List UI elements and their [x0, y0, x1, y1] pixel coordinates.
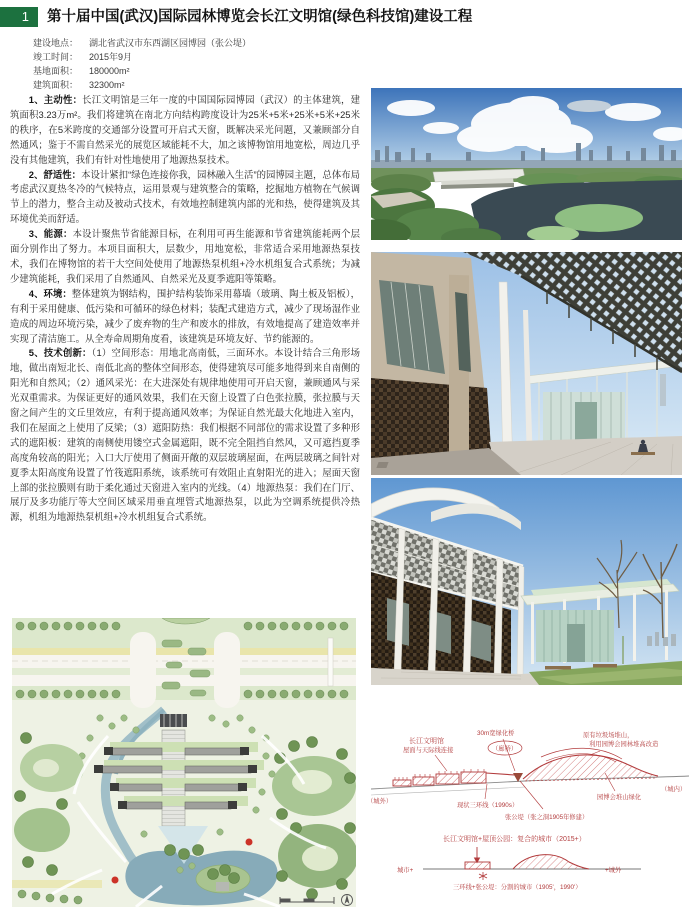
- dike-knot: [513, 773, 523, 782]
- paragraph-lead: 4、环境：: [28, 287, 72, 299]
- paragraph-text: 本设计聚焦节省能源目标，在利用可再生能源和节省建筑能耗两个层面分别作出了努力。本项目面积大，层数少，用地宽松，非常适合采用地源热泵技术，我们在博物馆的若干大空间处使用了地源热泵机组+冷水机组复合式系统；为减少建筑能耗，我们采用了自然通风、自然采光及夏季遮阳等策略。: [10, 228, 360, 284]
- sketch-site-section: [367, 728, 689, 821]
- sketch2-title: 长江文明馆+屋顶公园：复合的城市（2015+）: [443, 836, 586, 843]
- info-value: 32300m²: [89, 80, 125, 91]
- sketch2-arrow-down: [475, 847, 480, 863]
- info-row-floor-area: [33, 81, 363, 91]
- paragraph-lead: 5、技术创新：: [28, 347, 92, 359]
- sketch-label-city-in: （城内）: [661, 786, 687, 793]
- entrance-canopy-photo: [371, 252, 682, 475]
- sketch-label-dike: 张公堤（张之洞1905年修建）: [505, 814, 589, 821]
- bench: [593, 664, 617, 668]
- aerial-panorama-photo: [371, 88, 682, 240]
- sketch-label-ring-road: 现状三环线（1990s）: [457, 802, 519, 809]
- sketch-label-mound-line2: 利用园博会园林堆高改造: [589, 741, 659, 748]
- info-row-location: [33, 39, 363, 49]
- sketch-label-expo-hill: 园博会堆山绿化: [597, 794, 642, 801]
- paragraph-lead: 3、能源：: [28, 228, 73, 240]
- island-pavilion: [216, 882, 229, 891]
- paragraph-environment: [10, 287, 360, 347]
- info-value: 湖北省武汉市东西湖区园博园（张公堤）: [89, 38, 252, 48]
- sketch-label-bridge: 30m宽绿化桥: [477, 730, 515, 737]
- sketch2-left-label: 城市+: [397, 867, 414, 874]
- info-value: 2015年9月: [89, 52, 133, 63]
- museum-section: [393, 769, 515, 786]
- project-info-block: [33, 39, 363, 95]
- sketch-label-city-out: （城外）: [367, 798, 393, 805]
- paragraph-innovation: [10, 346, 360, 525]
- landmark-dot: [112, 877, 119, 884]
- sketch2-caption: 三环线+张公堤：分割的城市（1905'，1990'）: [453, 884, 582, 891]
- bench: [545, 666, 571, 670]
- distant-tower: [660, 374, 666, 406]
- project-description: [10, 93, 360, 525]
- paragraph-text: 整体建筑为钢结构，围护结构装饰采用幕墙（玻璃、陶土板及铝板），有利于采用健康、低污染和可循环的绿色材料；装配式建造方式，减少了现场湿作业造成的周边环境污染，减少了废弃物的生产和废水的排放，有效地提高了建造效率并实现了清洁施工。从全寿命周期角度看，该建筑是环境友好、节约能源的。: [10, 287, 360, 344]
- sketch-label-mound-line1: 原有垃圾场堆山，: [583, 732, 634, 739]
- project-index-number: 1: [21, 9, 29, 24]
- sketch-label-bridge-oval: （廊桥）: [492, 745, 518, 753]
- sketch2-museum: [465, 862, 490, 869]
- museum-building: [433, 169, 525, 189]
- sketch-label-museum-line1: 长江文明馆: [409, 738, 444, 745]
- sketch-city-diagram: [397, 834, 641, 891]
- paragraph-energy: [10, 227, 360, 287]
- landmark-dot: [246, 839, 253, 846]
- sketch2-asterisk: [479, 872, 487, 880]
- mound-section: [523, 748, 658, 781]
- paragraph-text: 本设计紧扣“绿色连接你我，园林融入生活”的园博园主题，总体布局考虑武汉夏热冬冷的气候特点，运用景观与建筑整合的策略，挖掘地方植物在气候调节上的潜力，整合主动及被动式技术，有效地控制建筑内部的光和热，使得建筑及其环境优美而舒适。: [10, 168, 361, 225]
- paragraph-lead: 2、舒适性：: [28, 168, 82, 180]
- site-master-plan: [12, 618, 356, 907]
- page-title: 第十届中国(武汉)国际园林博览会长江文明馆(绿色科技馆)建设工程: [47, 9, 473, 25]
- info-label: 竣工时间：: [33, 52, 79, 63]
- paragraph-initiative: [10, 93, 360, 168]
- sketch-label-museum-line2: 屋面与天际线连接: [403, 747, 454, 754]
- project-index-badge: [0, 7, 38, 27]
- info-row-site-area: [33, 67, 363, 77]
- paragraph-comfort: [10, 168, 360, 228]
- paragraph-lead: 1、主动性：: [28, 94, 83, 105]
- info-label: 建设地点：: [33, 38, 79, 48]
- info-row-completion: [33, 53, 363, 63]
- south-facade-photo: [371, 478, 682, 685]
- info-value: 180000m²: [89, 66, 130, 77]
- paragraph-text: 长江文明馆是三年一度的中国国际园博园（武汉）的主体建筑，建筑面积3.23万m²。我们将建筑在南北方向结构跨度设计为25米+5米+25米+5米+25米的秩序，在5米跨度的交通部分设置可开启式天窗，既解决采光问题，又兼顾部分自然通风；鉴于不需自然采光的展览区域能耗不大，加之该博物馆用地宽松，周边几乎没有其他建筑，我们有针对性地使用了地源热泵技术。: [10, 94, 360, 165]
- paragraph-text: （1）空间形态：用地北高南低，三面环水。本设计结合三角形场地，做出南短北长、南低北高的整体空间形态，使得建筑尽可能多地得到来自南侧的阳光和自然风；（2）通风采光：在大进深处有规律地使用可开启天窗，兼顾通风与采光双重需求。为保证更好的通风效果，我们在天窗上设置了白色张拉膜，张拉膜与天窗之间产生的文丘里效应，有利于提高通风效率；为保证自然光最大化地进入室内，我们在屋面之上使用了反梁；（3）遮阳防热：我们根据不同部位的需求设置了多种形式的遮阳板：建筑的南侧使用镂空式金属遮阳，既不完全阻挡自然风，又可遮挡夏季高度角较高的阳光；入口大厅使用了侧面开敞的双层玻璃屋面，在两层玻璃之间针对夏季太阳高度角设置了竹筏遮阳系统，该系统可有效阻止直射阳光的进入；屋面天窗上部的张拉膜则有助于柔化通过天窗进入室内的光线。（4）地源热泵：我们在门厅、展厅及多功能厅等大空间区域采用垂直埋管式地源热泵，以此为空调系统提供冷热源，机组为地源热泵机组+冷水机组复合式系统。: [10, 347, 360, 523]
- sketch2-right-label: +城外: [605, 867, 622, 874]
- cloud-shadow: [567, 100, 611, 112]
- info-label: 基地面积：: [33, 66, 79, 77]
- concept-section-sketches: [365, 713, 695, 898]
- info-label: 建筑面积：: [33, 80, 79, 91]
